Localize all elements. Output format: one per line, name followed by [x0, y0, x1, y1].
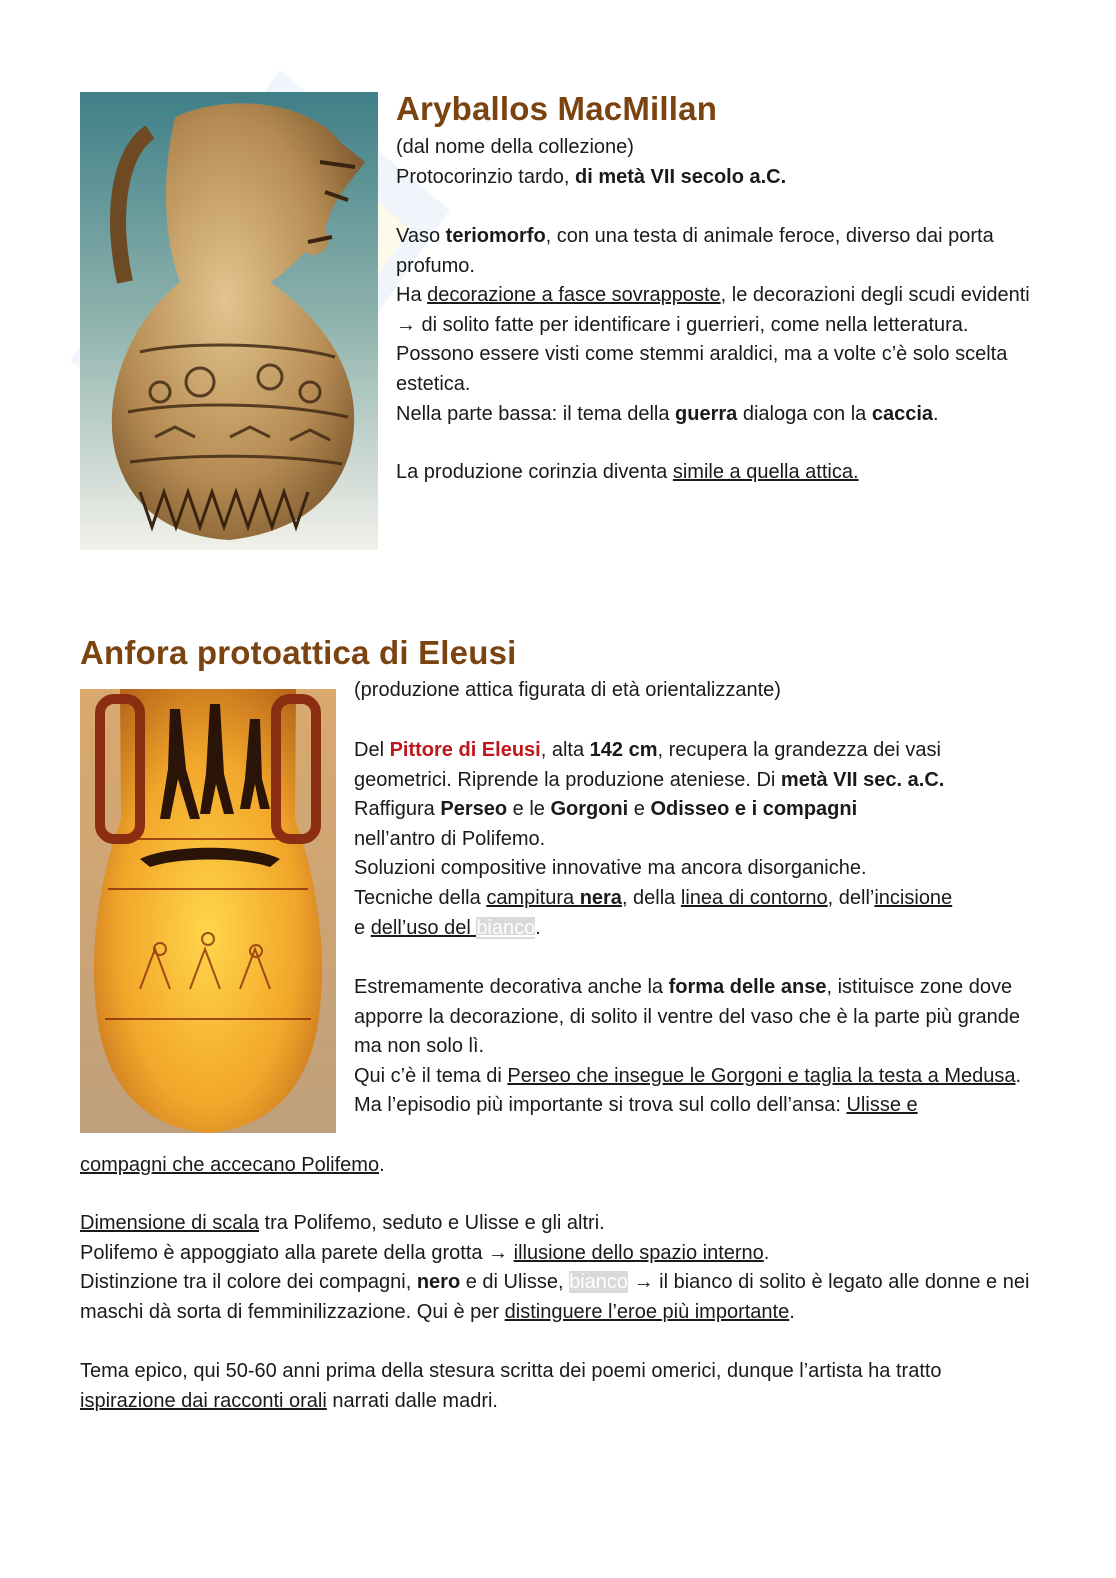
text-bold: teriomorfo: [445, 225, 546, 247]
text-bold: Odisseo e i compagni: [650, 798, 858, 821]
aryballos-conclusion: [396, 458, 1036, 488]
text: e: [354, 916, 371, 939]
section-title-anfora: Anfora protoattica di Eleusi: [80, 634, 517, 671]
text: dialoga con la: [737, 402, 872, 425]
text: Nella parte bassa: il tema della: [396, 402, 676, 425]
text-bold: Gorgoni: [550, 798, 629, 821]
text-bold: guerra: [675, 402, 738, 425]
text: , della: [621, 886, 681, 909]
text-bold: forma delle anse: [668, 976, 827, 998]
anfora-handles-paragraph: [354, 973, 1030, 1121]
text: Estremamente decorativa anche la: [354, 976, 669, 998]
text-bold: Perseo: [440, 798, 508, 821]
text-underlined: incisione: [874, 886, 953, 909]
text: , dell’: [827, 886, 875, 909]
text: Vaso: [396, 225, 446, 247]
text: Soluzioni compositive innovative ma ancora disorganiche.: [354, 857, 867, 880]
text-underlined: illusione dello spazio interno: [513, 1241, 764, 1264]
anfora-scale-paragraph: [80, 1209, 1040, 1327]
text: Del: [354, 739, 390, 761]
anfora-polifemo-line: [80, 1151, 1030, 1181]
text-bold: caccia: [871, 402, 934, 425]
text: , con una testa di animale feroce, diverso dai porta profumo.: [396, 225, 994, 277]
aryballos-description: [396, 222, 1036, 429]
text-bold: 142 cm: [589, 739, 658, 761]
text: e di Ulisse,: [460, 1271, 570, 1294]
text-underlined: campitura: [486, 886, 580, 909]
text-underlined-bold: nera: [579, 886, 622, 909]
text-underlined: ispirazione dai racconti orali: [80, 1389, 327, 1412]
aryballos-subtitle: [396, 133, 1036, 192]
text-underlined: simile a quella attica.: [672, 461, 859, 483]
text-underlined: Perseo che insegue le Gorgoni e taglia la testa a Medusa: [507, 1064, 1016, 1087]
text: Polifemo è appoggiato alla parete della grotta →: [80, 1241, 514, 1264]
text: Tema epico, qui 50-60 anni prima della stesura scritta dei poemi omerici, dunque l’artista ha tratto: [80, 1360, 942, 1382]
text-bold: metà VII sec. a.C.: [780, 768, 945, 791]
text: .: [789, 1300, 795, 1323]
text: e le: [507, 798, 551, 821]
text-bold: nero: [416, 1271, 461, 1294]
text-underlined: distinguere l’eroe più importante: [504, 1300, 790, 1323]
text: Tecniche della: [354, 886, 487, 909]
text: e: [628, 798, 651, 821]
text-underlined: Dimensione di scala: [80, 1212, 259, 1234]
subtitle-text: (dal nome della collezione): [396, 136, 634, 158]
text: Qui c’è il tema di: [354, 1064, 508, 1087]
highlighted-text: bianco: [569, 1271, 629, 1294]
text: .: [379, 1154, 385, 1176]
text: .: [1015, 1064, 1022, 1087]
text: , alta: [540, 739, 590, 761]
text: tra Polifemo, seduto e Ulisse e gli altri.: [258, 1212, 605, 1234]
text: nell’antro di Polifemo.: [354, 827, 546, 850]
text: , recupera la grandezza dei vasi geometrici. Riprende la produzione ateniese. Di: [354, 739, 941, 791]
text: Ha: [396, 284, 428, 307]
aryballos-macmillan-image: [80, 92, 378, 550]
anfora-subtitle: (produzione attica figurata di età orientalizzante): [354, 679, 781, 701]
text: → il bianco di solito è legato alle donne e nei maschi dà sorta di femminilizzazione. Qui è per: [80, 1271, 1030, 1323]
anfora-description: [354, 736, 1030, 943]
painter-name: Pittore di Eleusi: [389, 739, 541, 761]
text: .: [763, 1241, 770, 1264]
text: Ma l’episodio più importante si trova sul collo dell’ansa:: [354, 1094, 847, 1117]
text: narrati dalle madri.: [326, 1389, 498, 1412]
text: La produzione corinzia diventa: [396, 461, 673, 483]
date-prefix: Protocorinzio tardo,: [396, 165, 575, 188]
text: .: [535, 916, 541, 939]
highlighted-text: bianco: [476, 916, 536, 939]
text-underlined: Ulisse e: [846, 1094, 918, 1117]
anfora-epic-paragraph: [80, 1357, 1030, 1416]
text: Raffigura: [354, 798, 441, 821]
text-underlined: dell’uso del: [370, 916, 477, 939]
anfora-eleusi-image: [80, 689, 336, 1133]
section-title-aryballos: Aryballos MacMillan: [396, 90, 718, 127]
text: Distinzione tra il colore dei compagni,: [80, 1271, 417, 1294]
text-underlined: compagni che accecano Polifemo: [80, 1154, 380, 1176]
text-underlined: decorazione a fasce sovrapposte: [427, 284, 721, 307]
text: .: [933, 402, 939, 425]
date-bold: di metà VII secolo a.C.: [574, 165, 787, 188]
text: , le decorazioni degli scudi evidenti → di solito fatte per identificare i guerrieri, come nella letteratura. Possono essere visti come stemmi araldici, ma a volte c’è solo scelta estetica.: [396, 284, 1030, 395]
text-underlined: linea di contorno: [680, 886, 828, 909]
text: , istituisce zone dove apporre la decorazione, di solito il ventre del vaso che è la parte più grande ma non solo lì.: [354, 976, 1020, 1058]
